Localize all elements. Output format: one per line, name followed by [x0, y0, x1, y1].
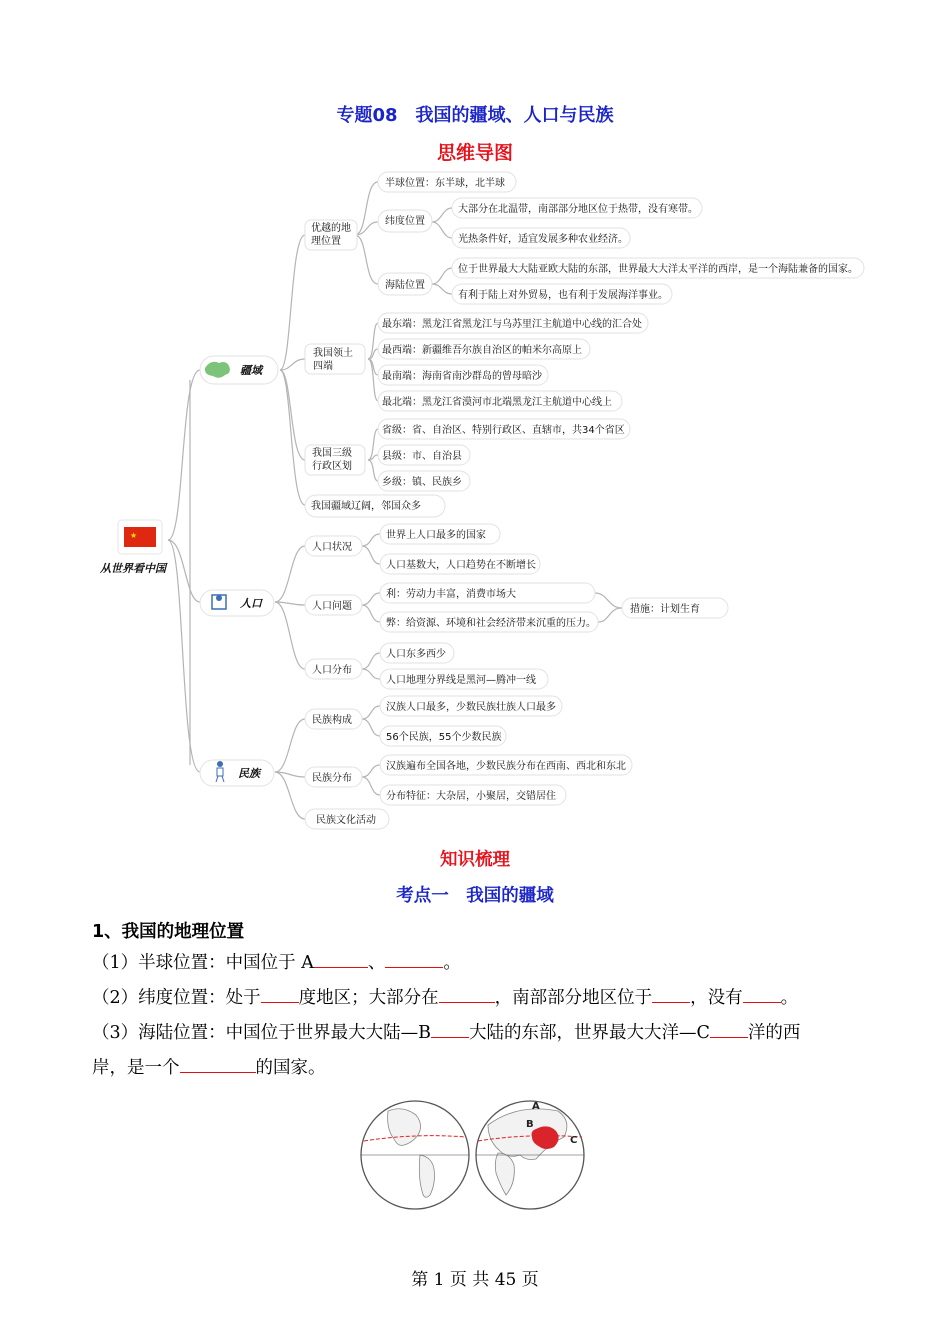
q1-text-c: 。 [443, 953, 461, 973]
node-ethnic-culture: 民族文化活动 [316, 815, 376, 826]
extreme-east: 最东端：黑龙江省黑龙江与乌苏里江主航道中心线的汇合处 [382, 319, 642, 330]
pop-dist-item-2: 人口地理分界线是黑河—腾冲一线 [386, 675, 536, 686]
node-sealand: 海陆位置 [385, 280, 425, 291]
node-location-line2: 理位置 [311, 236, 341, 247]
node-pop-distribution: 人口分布 [312, 665, 352, 676]
latitude-item-1: 大部分在北温带，南部部分地区位于热带，没有寒带。 [458, 204, 698, 215]
node-vast: 我国疆域辽阔，邻国众多 [311, 501, 421, 512]
node-latitude: 纬度位置 [385, 216, 425, 227]
pop-status-item-1: 世界上人口最多的国家 [386, 530, 486, 541]
western-hemisphere-globe [361, 1101, 469, 1209]
node-extremes-line1: 我国领土 [313, 348, 353, 359]
svg-text:★: ★ [130, 531, 138, 540]
pop-status-item-2: 人口基数大，人口趋势在不断增长 [386, 560, 536, 571]
latitude-item-2: 光热条件好，适宜发展多种农业经济。 [458, 234, 628, 245]
q3-text-b: 大陆的东部，世界最大大洋—C [469, 1023, 710, 1043]
connector [168, 540, 200, 772]
node-pop-status: 人口状况 [312, 542, 352, 553]
branch-ethnic: 民族 [238, 767, 260, 780]
question-latitude [92, 981, 798, 1016]
node-extremes-line2: 四端 [313, 361, 333, 372]
q3-line2-text-b: 的国家。 [255, 1058, 326, 1078]
node-ethnic-composition: 民族构成 [312, 715, 352, 726]
ethnic-comp-item-1: 汉族人口最多，少数民族壮族人口最多 [386, 702, 556, 713]
ethnic-dist-item-1: 汉族遍布全国各地，少数民族分布在西南、西北和东北 [386, 761, 626, 772]
blank[interactable] [743, 984, 781, 1003]
q3-text-a: （3）海陆位置：中国位于世界最大大陆—B [92, 1023, 431, 1043]
branch-territory: 疆域 [240, 364, 262, 377]
q3-text-c: 洋的西 [747, 1023, 801, 1043]
point-title: 考点一 我国的疆域 [396, 886, 554, 906]
connector [168, 370, 200, 540]
eastern-hemisphere-globe [476, 1101, 584, 1209]
pop-problem-con: 弊：给资源、环境和社会经济带来沉重的压力。 [386, 618, 596, 629]
question-sealand-cont [92, 1051, 326, 1086]
admin-township: 乡级：镇、民族乡 [382, 477, 462, 488]
sealand-item-2: 有利于陆上对外贸易，也有利于发展海洋事业。 [458, 290, 668, 301]
blank[interactable] [710, 1019, 748, 1038]
extreme-south: 最南端：海南省南沙群岛的曾母暗沙 [382, 371, 542, 382]
q2-text-e: 。 [780, 988, 799, 1008]
node-location-line1: 优越的地 [311, 223, 351, 234]
blank[interactable] [261, 984, 299, 1003]
node-ethnic-distribution: 民族分布 [312, 773, 352, 784]
mindmap-title: 思维导图 [436, 142, 513, 164]
china-flag-icon [124, 527, 156, 547]
blank[interactable] [314, 949, 368, 968]
q2-text-c: ，南部部分地区位于 [494, 988, 653, 1008]
node-admin-line1: 我国三级 [312, 448, 352, 459]
topic-title: 专题08 我国的疆域、人口与民族 [336, 105, 614, 126]
q1-text-b: 、 [367, 953, 386, 973]
node-hemisphere: 半球位置：东半球，北半球 [385, 178, 505, 189]
label-c: C [570, 1135, 578, 1146]
label-a: A [532, 1101, 540, 1112]
section-heading: 1、我国的地理位置 [92, 922, 245, 942]
mind-map [0, 160, 950, 840]
question-hemisphere [92, 946, 461, 981]
question-sealand [92, 1016, 800, 1051]
q1-text-a: （1）半球位置：中国位于 A [92, 953, 314, 973]
blank[interactable] [180, 1054, 256, 1073]
label-b: B [526, 1119, 534, 1130]
pop-problem-pro: 利：劳动力丰富，消费市场大 [386, 589, 516, 600]
pop-measure: 措施：计划生育 [630, 604, 700, 615]
pop-dist-item-1: 人口东多西少 [386, 649, 446, 660]
ethnic-comp-item-2: 56个民族，55个少数民族 [386, 732, 502, 743]
sealand-item-1: 位于世界最大大陆亚欧大陆的东部，世界最大大洋太平洋的西岸，是一个海陆兼备的国家。 [458, 264, 858, 275]
node-admin-line2: 行政区划 [312, 461, 352, 472]
admin-province: 省级：省、自治区、特别行政区、直辖市，共34个省区 [382, 425, 625, 436]
q2-text-a: （2）纬度位置：处于 [92, 988, 261, 1008]
blank[interactable] [431, 1019, 469, 1038]
extreme-west: 最西端：新疆维吾尔族自治区的帕米尔高原上 [382, 345, 582, 356]
extreme-north: 最北端：黑龙江省漠河市北端黑龙江主航道中心线上 [382, 397, 612, 408]
blank[interactable] [385, 949, 443, 968]
blank[interactable] [439, 984, 495, 1003]
node-pop-problems: 人口问题 [312, 601, 352, 612]
hemispheres-map [358, 1095, 594, 1215]
ethnic-dist-item-2: 分布特征：大杂居，小聚居，交错居住 [386, 791, 556, 802]
knowledge-title: 知识梳理 [440, 850, 510, 870]
q2-text-b: 度地区；大部分在 [298, 988, 439, 1008]
branch-population: 人口 [240, 597, 262, 610]
page-footer: 第 1 页 共 45 页 [411, 1270, 539, 1290]
q2-text-d: ，没有 [690, 988, 743, 1008]
admin-county: 县级：市、自治县 [382, 451, 462, 462]
mindmap-root: 从世界看中国 [100, 562, 166, 575]
q3-line2-text-a: 岸，是一个 [92, 1058, 180, 1078]
blank[interactable] [652, 984, 690, 1003]
